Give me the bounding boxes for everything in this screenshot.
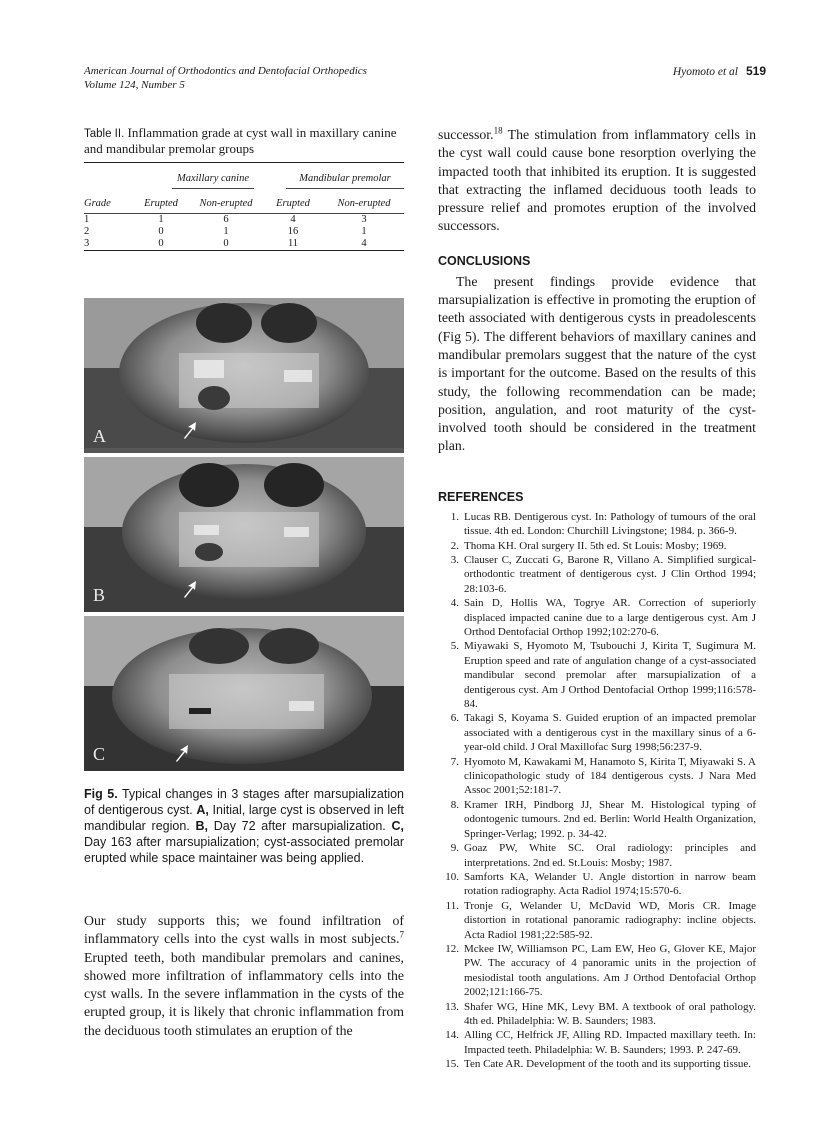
reference-item: 3. Clauser C, Zuccati G, Barone R, Villano A. Simplified surgical-orthodontic treatment of dentigerous cyst. J Clin Orthod 1994; 28:103-6. (450, 553, 756, 595)
panel-label: C (93, 744, 106, 764)
reference-item: 2. Thoma KH. Oral surgery II. 5th ed. St Louis: Mosby; 1969. (450, 539, 727, 552)
table-row: 3 0 0 11 4 (84, 238, 404, 251)
citation: 7 (399, 929, 404, 940)
reference-item: 4. Sain D, Hollis WA, Togrye AR. Correction of superiorly displaced impacted canine due to a large dentigerous cyst. Am J Orthod Dentofacial Orthop 1992;102:270-6. (450, 597, 756, 638)
section-heading-conclusions: CONCLUSIONS (438, 253, 531, 268)
reference-item: 6. Takagi S, Koyama S. Guided eruption of an impacted premolar associated with a dentigerous cyst in the maxillary sinus of a 6-year-old child. J Oral Maxillofac Surg 1998;56:237-9. (450, 712, 756, 754)
conclusions-paragraph: The present findings provide evidence that marsupialization is effective in promoting the eruption of teeth associated with dentigerous cysts in preadolescents (Fig 5). The different behaviors of maxillary canines and mandibular premolars suggest that the nature of the cyst is important for the outcome. Based on the results of this study, the following recommendation can be made; position, angulation, and root maturity of the cyst-involved tooth should be considered in the treatment plan. (438, 273, 756, 454)
table-section (84, 126, 404, 251)
reference-item: 7. Hyomoto M, Kawakami M, Hanamoto S, Kirita T, Miyawaki S. A clinicopathologic study of 184 dentigerous cysts. J Nara Med Assoc 2001;52:181-7. (450, 755, 756, 797)
reference-item: 11. Tronje G, Welander U, McDavid WD, Moris CR. Image distortion in rotational panoramic radiography: incline objects. Acta Radiol 1981;22:585-92. (445, 899, 756, 941)
citation: 18 (493, 125, 503, 136)
reference-item: 15. Ten Cate AR. Development of the tooth and its supporting tissue. (445, 1058, 752, 1071)
reference-list (438, 510, 756, 1072)
panoramic-xray-image (84, 298, 404, 453)
reference-item: 5. Miyawaki S, Hyomoto M, Tsubouchi J, Kirita T, Sugimura M. Eruption speed and rate of angulation change of a cyst-associated mandibular second premolar after marsupialization of a dentigerous cyst. Am J Orthod Dentofacial Orthop 1999;116:578-84. (450, 640, 756, 711)
reference-item: 9. Goaz PW, White SC. Oral radiology: principles and interpretations. 2nd ed. St.Louis: Mosby; 1987. (450, 842, 756, 869)
page-number: 519 (745, 64, 766, 78)
journal-volume: Volume 124, Number 5 (84, 79, 185, 91)
column-header: Non-erupted (324, 193, 404, 214)
running-header-right (673, 64, 766, 79)
column-header: Non-erupted (190, 193, 262, 214)
figure-caption: Fig 5. Typical changes in 3 stages after marsupialization of dentigerous cyst. A, Initial, large cyst is observed in left mandibular region. B, Day 72 after marsupialization. C, Day 163 after marsupialization; cyst-associated premolar erupted while space maintainer was being applied. (84, 787, 404, 865)
table-label: Table II. (84, 128, 125, 140)
figure-5 (84, 298, 404, 771)
group-header-maxillary: Maxillary canine (132, 163, 262, 194)
panel-label: B (93, 585, 106, 605)
table-row: 1 1 6 4 3 (84, 214, 367, 225)
running-header-journal (84, 64, 367, 92)
table-caption (84, 126, 404, 156)
running-author: Hyomoto et al (672, 66, 738, 78)
reference-item: 12. Mckee IW, Williamson PC, Lam EW, Heo G, Glover KE, Major PW. The accuracy of 4 panoramic units in the projection of mesiodistal tooth angulations. Am J Orthod Dentofacial Orthop 2002;121:166-75. (445, 942, 756, 999)
reference-item: 13. Shafer WG, Hine MK, Levy BM. A textbook of oral pathology. 4th ed. Philadelphia: W. B. Saunders; 1983. (445, 1000, 756, 1027)
radiograph-panel-c (84, 616, 404, 771)
column-header-grade: Grade (84, 193, 132, 214)
table-title: Inflammation grade at cyst wall in maxillary canine and mandibular premolar groups (84, 125, 397, 156)
right-column (438, 126, 756, 1072)
radiograph-panel-b (84, 457, 404, 612)
panoramic-xray-image (84, 616, 404, 771)
reference-item: 10. Samforts KA, Welander U. Angle distortion in narrow beam rotation radiography. Acta Radiol 1974;15:570-6. (445, 870, 756, 898)
column-header: Erupted (132, 193, 190, 214)
column-header: Erupted (262, 193, 324, 214)
panoramic-xray-image (84, 457, 404, 612)
section-heading-references: REFERENCES (438, 489, 524, 504)
reference-item: 14. Alling CC, Helfrick JF, Alling RD. Impacted maxillary teeth. In: Impacted teeth. Philadelphia: W. B. Saunders; 1993. P. 247-69. (445, 1029, 756, 1056)
reference-item: 1. Lucas RB. Dentigerous cyst. In: Pathology of tumours of the oral tissue. 4th ed. London: Churchill Livingstone; 1984. p. 366-9. (450, 510, 756, 538)
radiograph-panel-a (84, 298, 404, 453)
group-header-mandibular: Mandibular premolar (262, 163, 404, 194)
table-row: 2 0 1 16 1 (84, 226, 367, 237)
reference-item: 8. Kramer IRH, Pindborg JJ, Shear M. Histological typing of odontogenic tumours. 2nd ed. Berlin: World Health Organization, Springer-Verlag; 1992. p. 34-42. (450, 798, 756, 840)
panel-label: A (93, 426, 106, 446)
body-paragraph-right: successor.$^{18}$ The stimulation from inflammatory cells in the cyst wall could cause bone resorption overlying the impacted tooth that inhibited its eruption. It is suggested that extracting the inflamed deciduous tooth leads to pressure relief and promotes eruption of the involved successors. (438, 125, 756, 234)
body-paragraph-left: Our study supports this; we found infiltration of inflammatory cells into the cyst walls in most subjects.$^7$ Erupted teeth, both mandibular premolars and canines, showed more infiltration of inflammatory cells into the cyst walls. In the severe inflammation in the cysts of the erupted group, it is likely that chronic inflammation from the deciduous tooth stimulates an eruption of the (84, 913, 404, 1038)
inflammation-grade-table (84, 162, 404, 251)
journal-title: American Journal of Orthodontics and Dentofacial Orthopedics (84, 65, 367, 77)
